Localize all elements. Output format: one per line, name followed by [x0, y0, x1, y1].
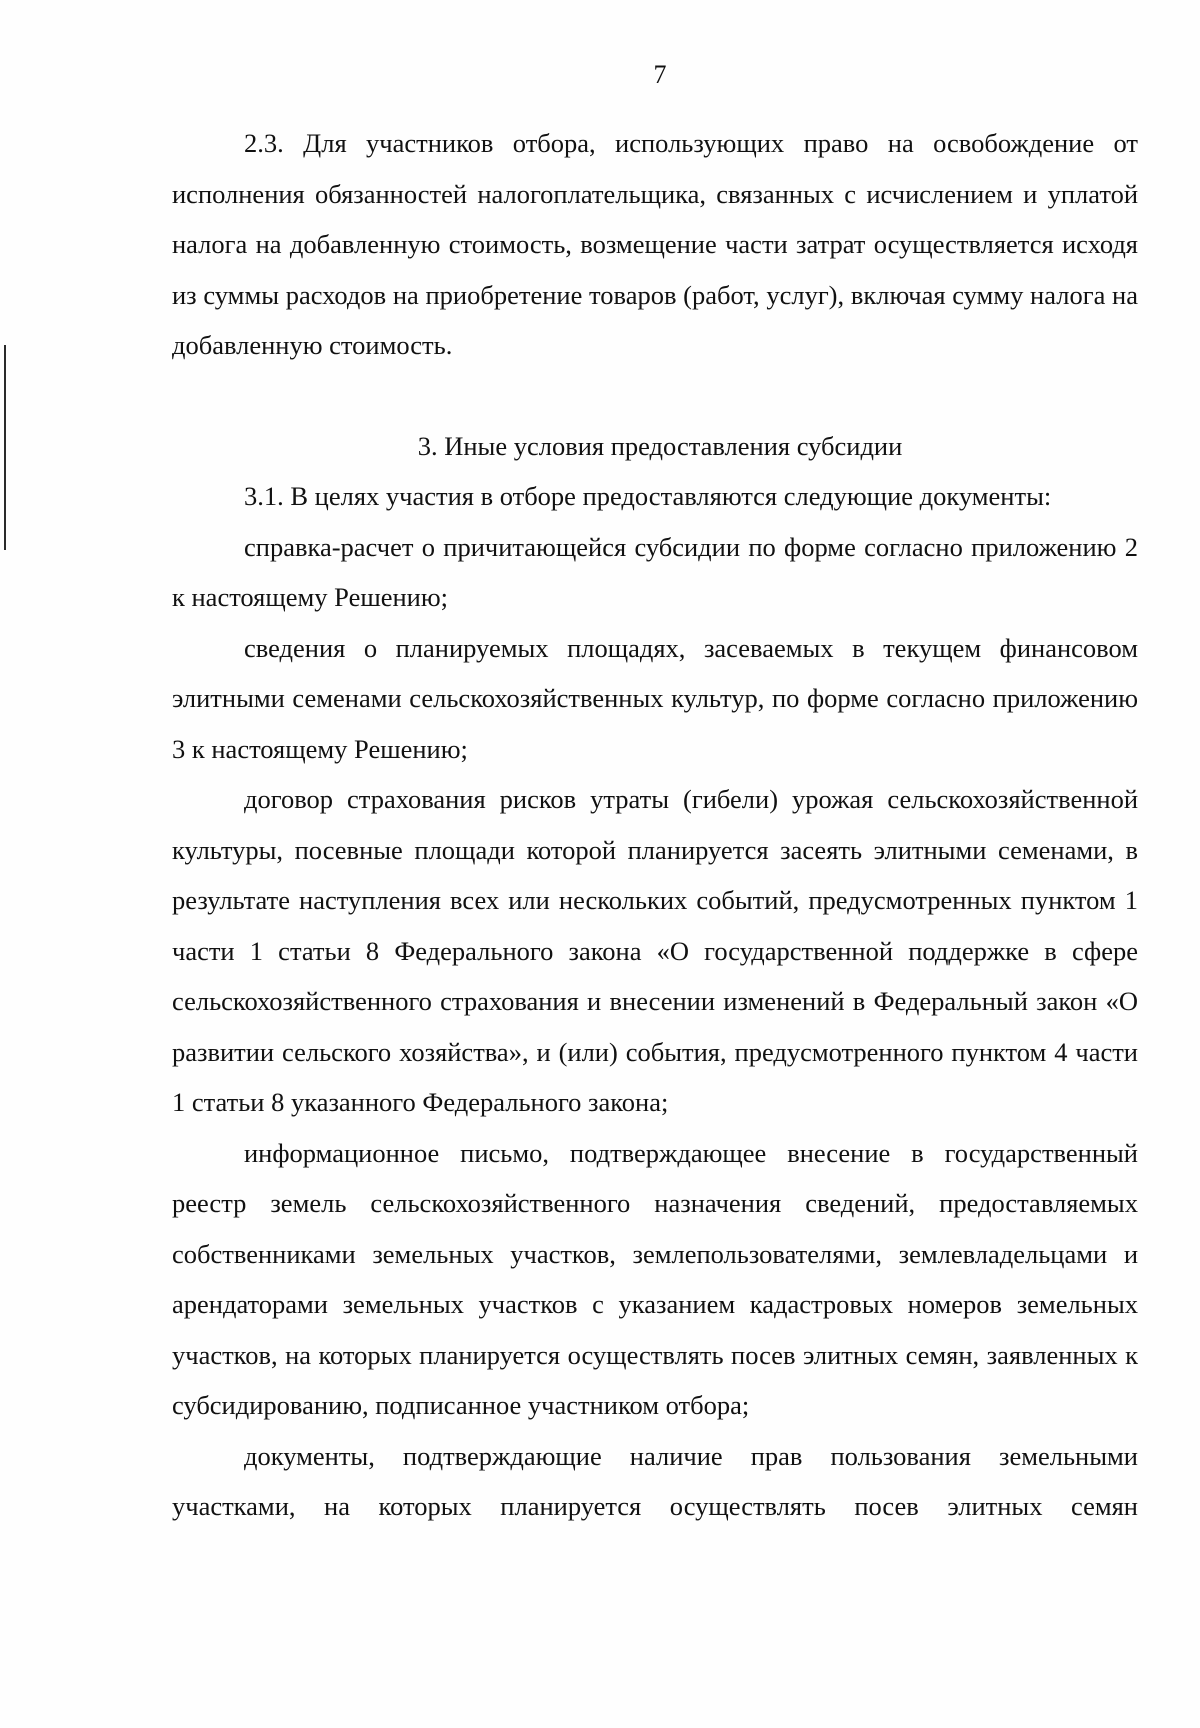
paragraph-3-1: 3.1. В целях участия в отборе предоставляются следующие документы:	[244, 481, 1052, 511]
section-spacer	[172, 371, 1138, 421]
section-3-heading: 3. Иные условия предоставления субсидии	[417, 430, 903, 461]
scan-edge-mark	[4, 345, 6, 550]
list-item-information-letter: информационное письмо, подтверждающее внесение в государственный реестр земель сельскохозяйственного назначения сведений, предоставляемых собственниками земельных участков, землепользователями, землевладельцами и арендаторами земельных участков с указанием кадастровых номеров земельных участков, на которых планируется осуществлять посев элитных семян, заявленных к субсидированию, подписанное участником отбора;	[172, 1137, 1138, 1420]
list-item-insurance-contract: договор страхования рисков утраты (гибели) урожая сельскохозяйственной культуры, посевные площади которой планируется засеять элитными семенами, в результате наступления всех или нескольких событий, предусмотренных пунктом 1 части 1 статьи 8 Федерального закона «О государственной поддержке в сфере сельскохозяйственного страхования и внесении изменений в Федеральный закон «О развитии сельского хозяйства», и (или) события, предусмотренного пунктом 4 части 1 статьи 8 указанного Федерального закона;	[172, 784, 1138, 1117]
document-body	[172, 118, 1138, 1532]
list-item-planned-areas: сведения о планируемых площадях, засеваемых в текущем финансовом элитными семенами сельскохозяйственных культур, по форме согласно приложению 3 к настоящему Решению;	[172, 632, 1138, 764]
page-number: 7	[653, 60, 667, 89]
list-item-land-rights: документы, подтверждающие наличие прав пользования земельными участками, на которых планируется осуществлять посев элитных семян	[172, 1440, 1138, 1521]
paragraph-2-3: 2.3. Для участников отбора, использующих право на освобождение от исполнения обязанностей налогоплательщика, связанных с исчислением и уплатой налога на добавленную стоимость, возмещение части затрат осуществляется исходя из суммы расходов на приобретение товаров (работ, услуг), включая сумму налога на добавленную стоимость.	[172, 128, 1138, 360]
list-item-calculation: справка-расчет о причитающейся субсидии по форме согласно приложению 2 к настоящему Решению;	[172, 531, 1138, 612]
